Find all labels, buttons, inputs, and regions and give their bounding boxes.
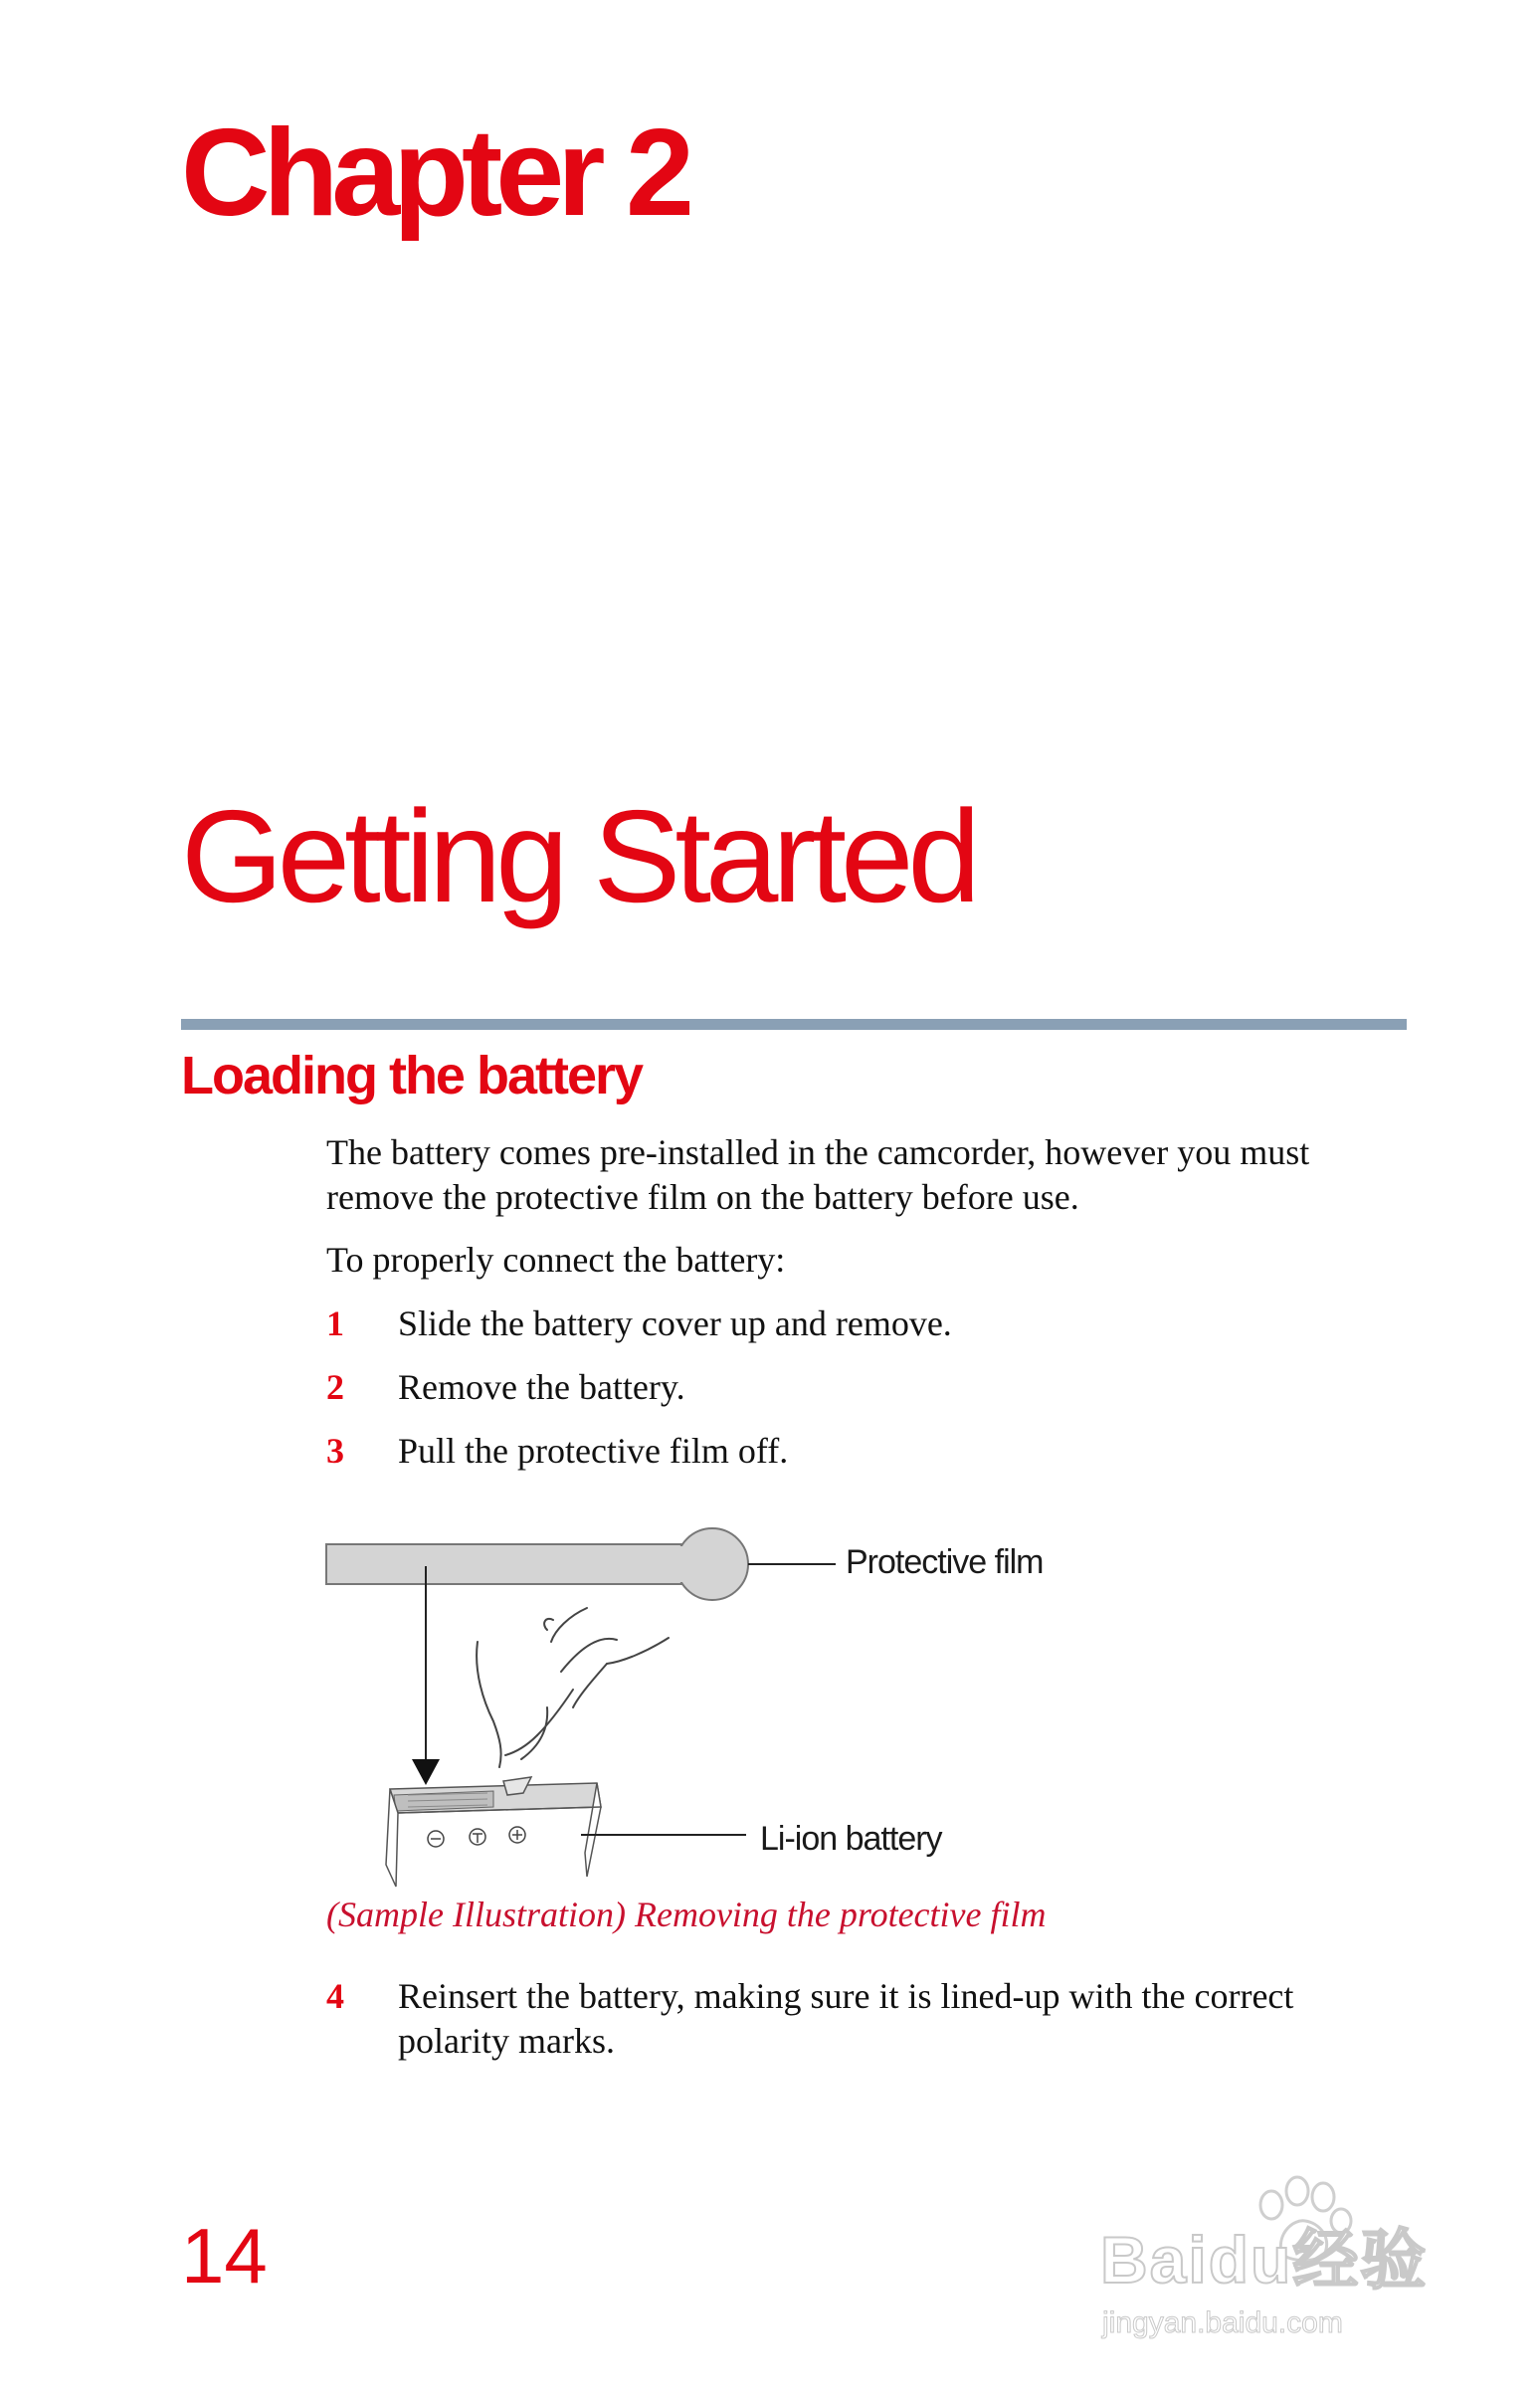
li-ion-battery-drawing (386, 1777, 601, 1887)
step-item (326, 1429, 1411, 1474)
step-item (326, 1974, 1411, 2064)
intro-paragraph: The battery comes pre-installed in the camcorder, however you must remove the protective film on the battery before use. (326, 1132, 1310, 1217)
step-text: Slide the battery cover up and remove. (398, 1303, 952, 1343)
step-text: Remove the battery. (398, 1367, 685, 1407)
hand-drawing (477, 1608, 669, 1767)
step-number: 3 (326, 1431, 344, 1471)
section-divider (181, 1019, 1407, 1030)
step-text: Reinsert the battery, making sure it is lined-up with the correct polarity marks. (398, 1976, 1294, 2061)
section-heading: Loading the battery (181, 1046, 643, 1105)
chapter-title: Getting Started (181, 783, 975, 929)
down-arrow-icon (412, 1566, 440, 1785)
page-number: 14 (181, 2212, 268, 2300)
protective-film-label: Protective film (846, 1543, 1044, 1581)
step-item (326, 1365, 1411, 1410)
watermark-url: jingyan.baidu.com (1102, 2306, 1343, 2339)
step-item (326, 1301, 1411, 1346)
lead-paragraph: To properly connect the battery: (326, 1240, 786, 1280)
polarity-marks-icon (428, 1827, 525, 1847)
chapter-label: Chapter 2 (181, 104, 687, 242)
baidu-watermark (1092, 2175, 1470, 2354)
protective-film-drawing (326, 1528, 748, 1600)
step-number: 4 (326, 1976, 344, 2016)
step-text: Pull the protective film off. (398, 1431, 789, 1471)
li-ion-battery-label: Li-ion battery (760, 1820, 942, 1858)
figure-caption: (Sample Illustration) Removing the protective film (326, 1895, 1047, 1934)
step-number: 2 (326, 1367, 344, 1407)
step-number: 1 (326, 1303, 344, 1343)
watermark-brand: Baidu经验 (1100, 2223, 1429, 2297)
